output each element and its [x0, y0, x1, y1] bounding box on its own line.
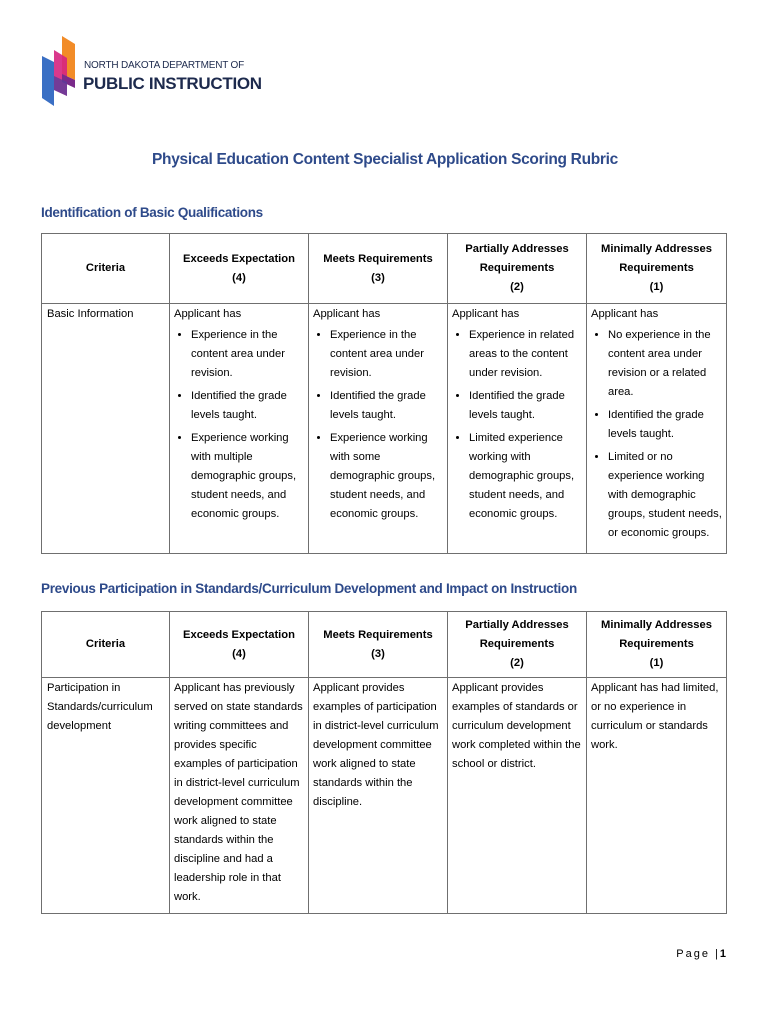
cell-partial [448, 304, 587, 554]
page-label: Page | [676, 948, 720, 960]
header-minimal [587, 612, 727, 678]
section-heading-participation: Previous Participation in Standards/Curriculum Development and Impact on Instruction [41, 581, 577, 596]
cell-intro: Applicant has [174, 308, 242, 320]
cell-meets [309, 304, 448, 554]
page-number: 1 [719, 948, 726, 960]
header-exceeds-score: (4) [232, 647, 246, 660]
cell-meets: Applicant provides examples of participation in district-level curriculum development committee work aligned to state standards within the discipline. [309, 678, 448, 914]
table-row [42, 304, 727, 554]
page-title: Physical Education Content Specialist Application Scoring Rubric [152, 151, 618, 168]
bullet-list [174, 326, 305, 524]
header-partial-score: (2) [510, 281, 524, 293]
header-criteria: Criteria [42, 612, 170, 678]
header-partial [448, 234, 587, 304]
cell-partial: Applicant provides examples of standards or curriculum development work completed within the school or district. [448, 678, 587, 914]
list-item: • Identified the grade levels taught. [608, 406, 723, 444]
cell-exceeds [170, 304, 309, 554]
cell-exceeds: Applicant has previously served on state standards writing committees and provides specific examples of participation in district-level curriculum development committee work aligned to state standards within the discipline and had a leadership role in that work. [170, 678, 309, 914]
page-number-footer [676, 948, 726, 960]
bullet-list [452, 326, 583, 524]
cell-minimal: Applicant has had limited, or no experience in curriculum or standards work. [587, 678, 727, 914]
list-item: • Limited or no experience working with demographic groups, student needs, or economic groups. [608, 448, 723, 543]
header-meets [309, 612, 448, 678]
list-item: • Limited experience working with demographic groups, student needs, and economic groups. [469, 429, 583, 524]
header-minimal [587, 234, 727, 304]
table-row [42, 678, 727, 914]
cell-intro: Applicant has [591, 308, 659, 320]
list-item: • Identified the grade levels taught. [191, 387, 305, 425]
basic-qualifications-table [41, 233, 727, 554]
header-meets-label: Meets Requirements [323, 252, 433, 265]
list-item: • Experience in related areas to the content under revision. [469, 326, 583, 383]
cell-intro: Applicant has [452, 308, 520, 320]
header-minimal-label-1: Minimally Addresses [601, 243, 712, 255]
header-partial-score: (2) [510, 657, 524, 669]
table-header-row [42, 612, 727, 678]
header-partial-label-1: Partially Addresses [465, 243, 569, 255]
header-exceeds-label: Exceeds Expectation [183, 628, 295, 641]
list-item: • Experience in the content area under revision. [330, 326, 444, 383]
list-item: • Experience in the content area under revision. [191, 326, 305, 383]
header-exceeds-score: (4) [232, 271, 246, 284]
header-partial-label-1: Partially Addresses [465, 619, 569, 631]
bullet-list [591, 326, 723, 543]
header-exceeds [170, 234, 309, 304]
org-name-line2: PUBLIC INSTRUCTION [83, 74, 262, 93]
header-partial [448, 612, 587, 678]
cell-minimal [587, 304, 727, 554]
bullet-list [313, 326, 444, 524]
participation-table [41, 611, 727, 914]
header-meets-score: (3) [371, 647, 385, 660]
list-item: • Experience working with multiple demographic groups, student needs, and economic groups. [191, 429, 305, 524]
criteria-participation: Participation in Standards/curriculum development [42, 678, 170, 914]
header-meets-score: (3) [371, 271, 385, 284]
header-criteria: Criteria [42, 234, 170, 304]
list-item: • Identified the grade levels taught. [469, 387, 583, 425]
header-minimal-label-1: Minimally Addresses [601, 619, 712, 631]
header-minimal-score: (1) [649, 281, 664, 293]
list-item: • Identified the grade levels taught. [330, 387, 444, 425]
section-heading-basic-qualifications: Identification of Basic Qualifications [41, 205, 263, 220]
header-minimal-score: (1) [649, 657, 664, 669]
org-name-line1: NORTH DAKOTA DEPARTMENT OF [84, 60, 245, 71]
header-minimal-label-2: Requirements [619, 262, 694, 274]
list-item: • Experience working with some demographic groups, student needs, and economic groups. [330, 429, 444, 524]
header-meets [309, 234, 448, 304]
header-meets-label: Meets Requirements [323, 628, 433, 641]
header-exceeds [170, 612, 309, 678]
ndpi-logo-mark-icon [40, 36, 80, 112]
header-partial-label-2: Requirements [479, 638, 555, 650]
header-exceeds-label: Exceeds Expectation [183, 252, 295, 265]
criteria-basic-information: Basic Information [42, 304, 170, 554]
table-header-row [42, 234, 727, 304]
header-minimal-label-2: Requirements [619, 638, 694, 650]
cell-intro: Applicant has [313, 308, 381, 320]
ndpi-logo [40, 36, 262, 112]
list-item: • No experience in the content area under revision or a related area. [608, 326, 723, 402]
header-partial-label-2: Requirements [479, 262, 555, 274]
